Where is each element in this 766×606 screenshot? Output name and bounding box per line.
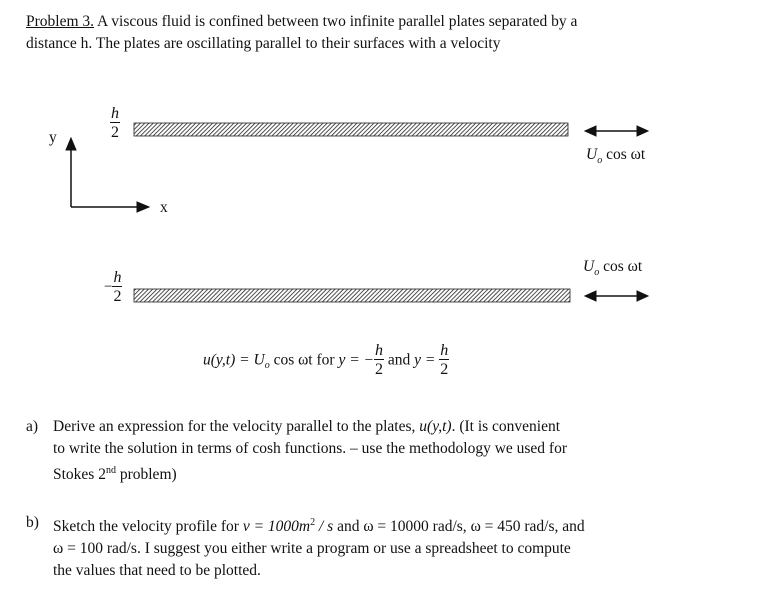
problem-text-1: A viscous fluid is confined between two infinite parallel plates separated by a xyxy=(94,13,578,30)
x-axis-label: x xyxy=(160,199,168,216)
bottom-plate-position xyxy=(104,270,122,305)
problem-line-2: distance h. The plates are oscillating parallel to their surfaces with a velocity xyxy=(26,35,501,52)
top-pos-den: 2 xyxy=(111,124,119,141)
top-plate xyxy=(134,123,568,136)
part-a-line-1: Derive an expression for the velocity parallel to the plates, u(y,t). (It is convenient xyxy=(53,418,561,435)
bottom-pos-num: h xyxy=(113,269,122,286)
part-b-line-3: the values that need to be plotted. xyxy=(53,562,261,580)
bc-cos: cos ωt xyxy=(269,351,313,369)
part-b-line-2: ω = 100 rad/s. I suggest you either write a program or use a spreadsheet to compute xyxy=(53,540,571,558)
bottom-pos-den: 2 xyxy=(113,288,122,305)
bottom-plate-velocity: $U_o$ cos ωt xyxy=(583,258,643,279)
top-oscillation-arrow xyxy=(585,126,648,136)
y-axis-label: y xyxy=(49,129,57,146)
part-a-line-2: to write the solution in terms of cosh functions. – use the methodology we used for xyxy=(53,440,567,457)
boundary-condition: $u(y,t) = U_o$ cos ωt for y = − $\frac{h}{2}$ and y = $\frac{h}{2}$ xyxy=(203,342,449,378)
bottom-pos-sign: − xyxy=(104,279,113,295)
problem-label: Problem 3. xyxy=(26,13,95,30)
part-a xyxy=(26,416,746,486)
bottom-plate xyxy=(134,289,570,302)
part-b xyxy=(26,512,746,582)
bc-y: y = xyxy=(414,351,440,369)
bc-lhs: u(y,t) = U xyxy=(203,351,265,369)
top-plate-position xyxy=(110,106,120,141)
part-a-line-3: Stokes 2nd problem) xyxy=(53,465,177,484)
bottom-oscillation-arrow xyxy=(585,291,648,301)
top-plate-velocity: $U_o$ cos ωt xyxy=(586,146,646,167)
top-pos-num: h xyxy=(111,105,119,122)
part-b-line-1: Sketch the velocity profile for $\nu = 1000m^2 / s$ and ω = 10000 rad/s, ω = 450 rad/s, and xyxy=(53,517,585,536)
coordinate-axes xyxy=(66,138,149,212)
bc-and: and xyxy=(384,351,415,369)
part-b-label: b) xyxy=(26,514,39,531)
bc-y-neg: y = − xyxy=(338,351,374,369)
bc-for: for xyxy=(312,351,339,369)
part-a-label: a) xyxy=(26,418,39,435)
